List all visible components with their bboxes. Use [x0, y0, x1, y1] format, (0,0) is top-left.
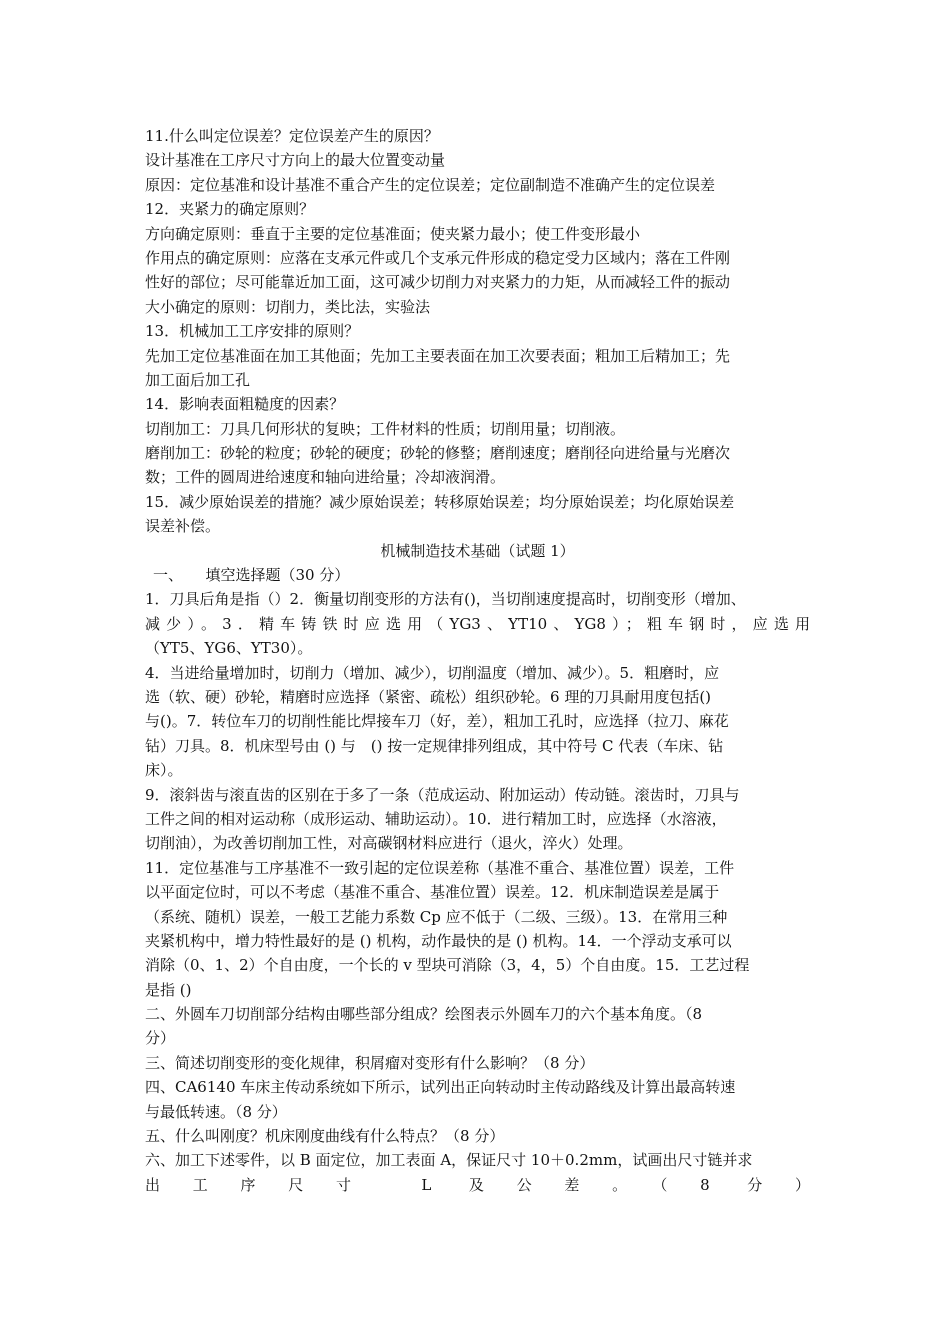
fill-in-text-line: 4．当进给量增加时，切削力（增加、减少），切削温度（增加、减少）。5．粗磨时，应 [145, 663, 720, 682]
question-4-line: 与最低转速。（8 分） [145, 1102, 287, 1121]
fill-in-text-line: 减少）。3．精车铸铁时应选用（YG3、YT10、YG8）；粗车钢时，应选用 [145, 614, 810, 633]
q13-answer-line: 先加工定位基准面在加工其他面；先加工主要表面在加工次要表面；粗加工后精加工；先 [145, 346, 731, 365]
fill-in-text-line: 床）。 [145, 761, 183, 780]
fill-in-text-line: 夹紧机构中，增力特性最好的是 () 机构，动作最快的是 () 机构。14．一个浮动支承可以 [145, 931, 732, 950]
fill-in-text-line: （YT5、YG6、YT30）。 [145, 639, 313, 658]
question-4-line: 四、CA6140 车床主传动系统如下所示，试列出正向转动时主传动路线及计算出最高转速 [145, 1078, 736, 1097]
fill-in-text-line: 1．刀具后角是指（）2．衡量切削变形的方法有()，当切削速度提高时，切削变形（增加、 [145, 590, 746, 609]
q11-answer-line: 原因：定位基准和设计基准不重合产生的定位误差；定位副制造不准确产生的定位误差 [145, 175, 716, 194]
exam-title: 机械制造技术基础（试题 1） [380, 541, 575, 560]
q12-title: 12．夹紧力的确定原则？ [145, 200, 315, 219]
q13-answer-line: 加工面后加工孔 [145, 370, 251, 389]
fill-in-text-line: 工件之间的相对运动称（成形运动、辅助运动）。10．进行精加工时，应选择（水溶液， [145, 809, 727, 828]
question-2-line: 二、外圆车刀切削部分结构由哪些部分组成？绘图表示外圆车刀的六个基本角度。（8 [145, 1005, 703, 1024]
q11-answer-line: 设计基准在工序尺寸方向上的最大位置变动量 [145, 151, 446, 170]
question-2-line: 分） [145, 1029, 176, 1048]
section-heading: 一、 填空选择题（30 分） [153, 566, 350, 585]
q14-answer-line: 数；工件的圆周进给速度和轴向进给量；冷却液润滑。 [145, 468, 506, 487]
q14-answer-line: 切削加工：刀具几何形状的复映；工件材料的性质；切削用量；切削液。 [145, 419, 626, 438]
fill-in-text-line: 与()。7．转位车刀的切削性能比焊接车刀（好，差），粗加工孔时，应选择（拉刀、麻花 [145, 712, 729, 731]
q12-answer-line: 方向确定原则：垂直于主要的定位基准面；使夹紧力最小；使工件变形最小 [145, 224, 641, 243]
q14-answer-line: 磨削加工：砂轮的粒度；砂轮的硬度；砂轮的修整；磨削速度；磨削径向进给量与光磨次 [145, 444, 731, 463]
fill-in-text-line: 钻）刀具。8．机床型号由 () 与 () 按一定规律排列组成，其中符号 C 代表（车床、钻 [145, 736, 724, 755]
q15-line: 15．减少原始误差的措施？减少原始误差；转移原始误差；均分原始误差；均化原始误差 [145, 492, 735, 511]
fill-in-text-line: 切削油），为改善切削加工性，对高碳钢材料应进行（退火，淬火）处理。 [145, 834, 633, 853]
question-6-line: 出工序尺寸 L 及公差。（8 分） [145, 1175, 810, 1194]
fill-in-text-line: 以平面定位时，可以不考虑（基准不重合、基准位置）误差。12．机床制造误差是属于 [145, 883, 720, 902]
fill-in-text-line: （系统、随机）误差，一般工艺能力系数 Cp 应不低于（二级、三级）。13．在常用三种 [145, 907, 728, 926]
fill-in-text-line: 是指 () [145, 980, 192, 999]
fill-in-text-line: 选（软、硬）砂轮，精磨时应选择（紧密、疏松）组织砂轮。6 理的刀具耐用度包括() [145, 687, 712, 706]
q12-answer-line: 性好的部位；尽可能靠近加工面，这可减少切削力对夹紧力的力矩，从而减轻工件的振动 [145, 273, 731, 292]
fill-in-text-line: 消除（0、1、2）个自由度，一个长的 v 型块可消除（3，4，5）个自由度。15．工艺过程 [145, 956, 750, 975]
document-page [145, 124, 810, 1197]
q12-answer-line: 作用点的确定原则：应落在支承元件或几个支承元件形成的稳定受力区域内；落在工件刚 [145, 248, 731, 267]
q13-title: 13．机械加工工序安排的原则？ [145, 322, 360, 341]
q12-answer-line: 大小确定的原则：切削力，类比法，实验法 [145, 297, 431, 316]
question-6-line: 六、加工下述零件，以 B 面定位，加工表面 A，保证尺寸 10＋0.2mm，试画出尺寸链并求 [145, 1151, 753, 1170]
fill-in-text-line: 11．定位基准与工序基准不一致引起的定位误差称（基准不重合、基准位置）误差，工件 [145, 858, 735, 877]
q11-title: 11.什么叫定位误差？定位误差产生的原因？ [145, 127, 439, 145]
question-5-line: 五、什么叫刚度？机床刚度曲线有什么特点？（8 分） [145, 1127, 505, 1146]
question-3-line: 三、简述切削变形的变化规律，积屑瘤对变形有什么影响？（8 分） [145, 1053, 595, 1072]
q14-title: 14．影响表面粗糙度的因素？ [145, 395, 345, 414]
q15-line: 误差补偿。 [145, 517, 221, 536]
fill-in-text-line: 9．滚斜齿与滚直齿的区别在于多了一条（范成运动、附加运动）传动链。滚齿时，刀具与 [145, 785, 740, 804]
